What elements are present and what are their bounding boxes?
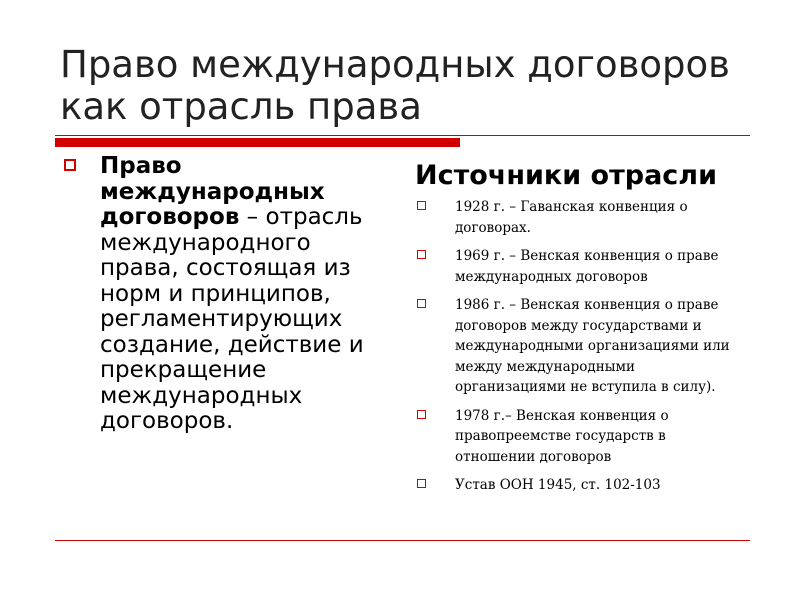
source-text: Устав ООН 1945, ст. 102-103 <box>455 477 661 493</box>
list-item <box>415 294 750 397</box>
square-bullet-icon <box>417 299 426 308</box>
square-bullet-icon <box>417 250 426 259</box>
definition-term: Право международных договоров <box>100 153 325 230</box>
divider-bottom <box>55 540 750 541</box>
slide-title <box>60 44 760 128</box>
list-item <box>415 245 750 286</box>
list-item <box>415 196 750 237</box>
title-line-1: Право международных договоров <box>60 43 730 86</box>
source-text: 1928 г. – Гаванская конвенция о договорах. <box>455 199 688 236</box>
sources-list <box>415 196 750 503</box>
definition-dash: – <box>239 204 259 230</box>
source-text: 1969 г. – Венская конвенция о праве международных договоров <box>455 248 719 285</box>
definition-text <box>100 154 384 435</box>
sources-heading: Источники отрасли <box>415 160 717 191</box>
title-line-2: как отрасль права <box>60 85 422 128</box>
divider-top <box>55 135 750 136</box>
definition-item <box>64 154 384 435</box>
list-item <box>415 405 750 467</box>
list-item <box>415 474 750 495</box>
square-bullet-icon <box>64 159 76 171</box>
definition-body: отрасль международного права, состоящая из норм и принципов, регламентирующих создание, действие и прекращение международных договоров. <box>100 204 364 434</box>
square-bullet-icon <box>417 479 426 488</box>
square-bullet-icon <box>417 201 426 210</box>
square-bullet-icon <box>417 410 426 419</box>
accent-bar <box>55 138 460 147</box>
source-text: 1978 г.– Венская конвенция о правопреемстве государств в отношении договоров <box>455 407 669 465</box>
source-text: 1986 г. – Венская конвенция о праве договоров между государствами и международными организациями или между международными организациями не вступила в силу). <box>455 297 730 395</box>
